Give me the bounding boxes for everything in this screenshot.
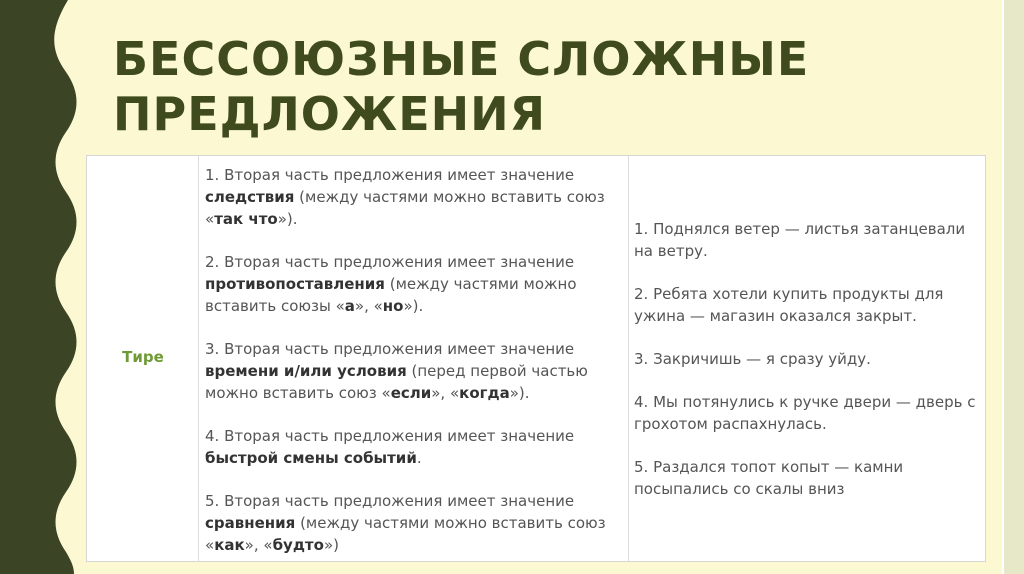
desc-keyword: будто bbox=[272, 536, 324, 554]
description-column bbox=[199, 156, 629, 561]
desc-lead: 5. Вторая часть предложения имеет значение bbox=[205, 492, 575, 510]
desc-lead: 2. Вторая часть предложения имеет значение bbox=[205, 253, 575, 271]
slide-title-line1: БЕССОЮЗНЫЕ СЛОЖНЫЕ bbox=[113, 32, 810, 86]
desc-rest: (между частями можно вставить союз « bbox=[205, 188, 605, 228]
label-dash: Тире bbox=[122, 348, 164, 366]
desc-tail: . bbox=[416, 449, 422, 467]
desc-mid: », « bbox=[244, 536, 273, 554]
description-item bbox=[205, 425, 620, 469]
example-item: 1. Поднялся ветер — листья затанцевали на ветру. bbox=[634, 220, 966, 260]
label-column bbox=[87, 156, 199, 561]
decorative-right-strip bbox=[1002, 0, 1024, 574]
desc-keyword: но bbox=[382, 297, 404, 315]
desc-keyword: когда bbox=[459, 384, 510, 402]
desc-term: сравнения bbox=[205, 514, 296, 532]
description-item bbox=[205, 490, 620, 556]
example-item: 2. Ребята хотели купить продукты для ужина — магазин оказался закрыт. bbox=[634, 285, 944, 325]
desc-mid: », « bbox=[431, 384, 460, 402]
description-item bbox=[205, 251, 620, 317]
slide-title bbox=[113, 32, 973, 142]
desc-rest: (между частями можно вставить союзы « bbox=[205, 275, 577, 315]
description-item bbox=[205, 164, 620, 230]
desc-tail: ») bbox=[323, 536, 339, 554]
desc-tail: »). bbox=[509, 384, 530, 402]
desc-keyword: как bbox=[214, 536, 245, 554]
slide-title-line2: ПРЕДЛОЖЕНИЯ bbox=[113, 87, 547, 141]
desc-lead: 4. Вторая часть предложения имеет значение bbox=[205, 427, 575, 445]
desc-rest: (перед первой частью можно вставить союз « bbox=[205, 362, 588, 402]
desc-term: противопоставления bbox=[205, 275, 385, 293]
desc-lead: 3. Вторая часть предложения имеет значение bbox=[205, 340, 575, 358]
decorative-wave-band bbox=[0, 0, 82, 574]
desc-keyword: так что bbox=[214, 210, 278, 228]
desc-rest: (между частями можно вставить союз « bbox=[205, 514, 606, 554]
desc-term: времени и/или условия bbox=[205, 362, 407, 380]
desc-keyword: а bbox=[344, 297, 355, 315]
desc-keyword: если bbox=[390, 384, 432, 402]
example-item: 3. Закричишь — я сразу уйду. bbox=[634, 350, 871, 368]
description-item bbox=[205, 338, 620, 404]
desc-term: следствия bbox=[205, 188, 295, 206]
rules-table bbox=[86, 155, 986, 562]
examples-column bbox=[629, 156, 985, 561]
example-item: 5. Раздался топот копыт — камни посыпались со скалы вниз bbox=[634, 458, 904, 498]
desc-tail: »). bbox=[277, 210, 298, 228]
desc-tail: »). bbox=[403, 297, 424, 315]
desc-lead: 1. Вторая часть предложения имеет значение bbox=[205, 166, 575, 184]
desc-mid: », « bbox=[354, 297, 383, 315]
example-item: 4. Мы потянулись к ручке двери — дверь с грохотом распахнулась. bbox=[634, 393, 976, 433]
desc-term: быстрой смены событий bbox=[205, 449, 417, 467]
